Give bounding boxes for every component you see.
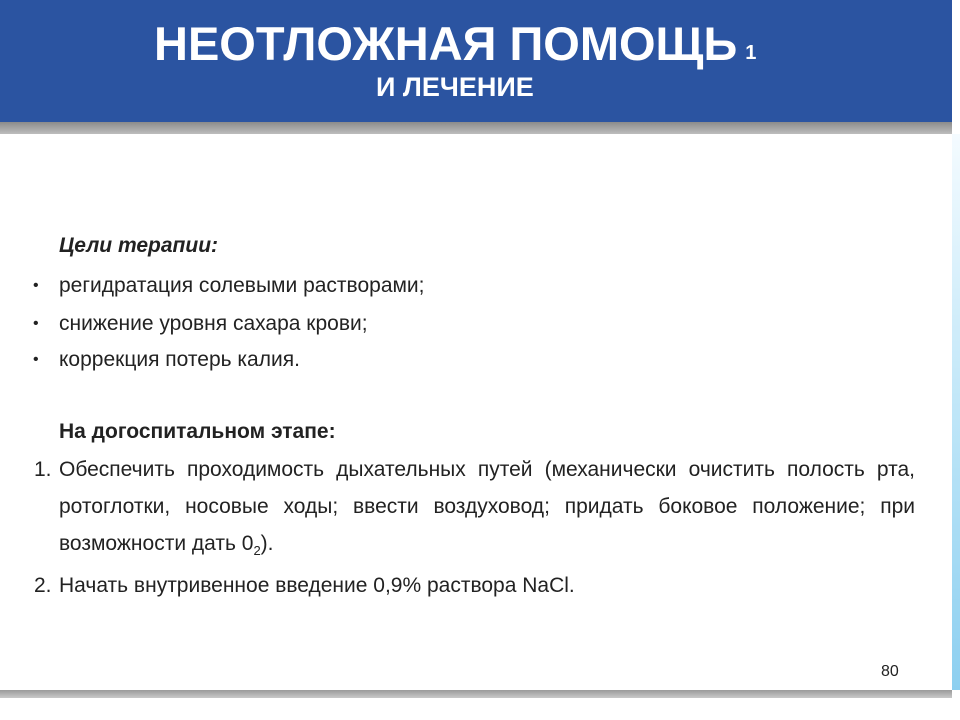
item-number: 1. bbox=[34, 458, 52, 481]
title-superscript: 1 bbox=[745, 42, 757, 64]
item-number: 2. bbox=[34, 574, 52, 597]
page-number: 80 bbox=[881, 663, 899, 680]
item-text-main: Обеспечить проходимость дыхательных путей (механически очистить полость рта, ротоглотки, носовые ходы; ввести воздуховод; придать боковое положение; при возможности дать 0 bbox=[59, 458, 915, 555]
list-item-text: регидратация солевыми растворами; bbox=[59, 274, 425, 297]
list-item-text: снижение уровня сахара крови; bbox=[59, 312, 368, 335]
numbered-item-text bbox=[59, 451, 915, 562]
title-divider bbox=[0, 122, 952, 134]
bullet-icon: • bbox=[33, 351, 39, 368]
numbered-item-text: Начать внутривенное введение 0,9% раствора NaCl. bbox=[59, 574, 575, 597]
list-item-text: коррекция потерь калия. bbox=[59, 348, 300, 371]
decorative-stripe bbox=[952, 134, 960, 690]
prehospital-heading: На догоспитальном этапе: bbox=[59, 420, 336, 443]
bullet-icon: • bbox=[33, 277, 39, 294]
slide-subtitle: И ЛЕЧЕНИЕ bbox=[376, 72, 534, 102]
item-text-end: ). bbox=[260, 532, 274, 555]
footer-bar bbox=[0, 690, 952, 698]
title-bar bbox=[0, 0, 952, 122]
slide-title-text: НЕОТЛОЖНАЯ ПОМОЩЬ bbox=[154, 17, 738, 70]
therapy-goals-heading: Цели терапии: bbox=[59, 234, 219, 257]
item-text-subscript: 2 bbox=[253, 543, 261, 559]
bullet-icon: • bbox=[33, 315, 39, 332]
